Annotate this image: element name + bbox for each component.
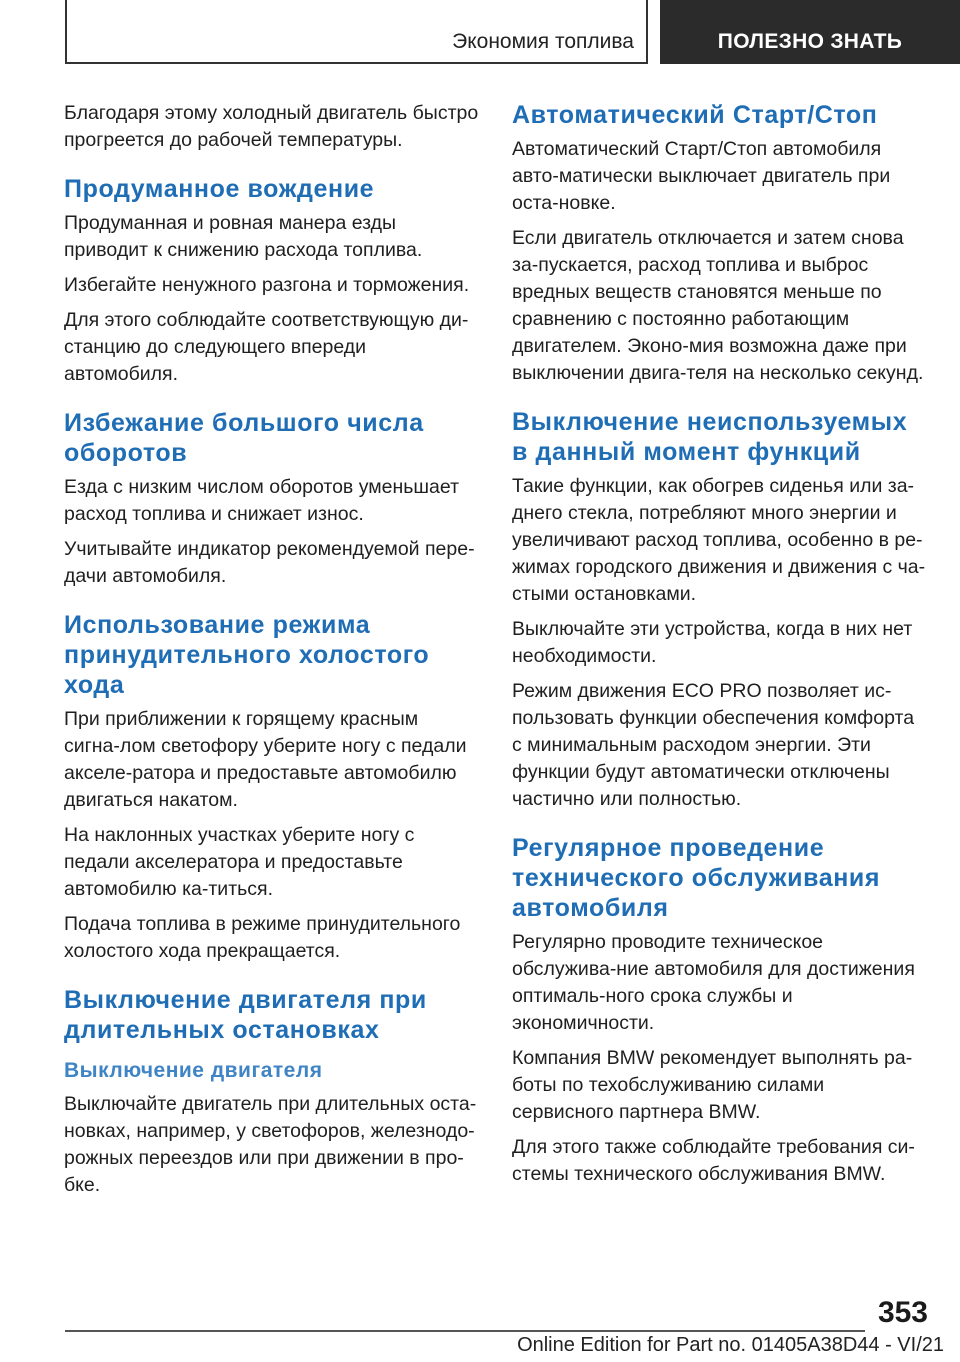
paragraph: Для этого соблюдайте соответствующую ди-станцию до следующего впереди автомобиля. [64, 309, 469, 385]
paragraph: Продуманная и ровная манера езды приводит к снижению расхода топлива. [64, 212, 423, 261]
footer-divider [65, 1330, 865, 1332]
section-heading: Использование режима принудительного холостого хода [64, 611, 430, 699]
left-column [64, 100, 479, 1207]
page-number: 353 [877, 1296, 928, 1329]
section-heading: Автоматический Старт/Стоп [512, 101, 878, 129]
section-unused-functions [512, 407, 927, 813]
paragraph: При приближении к горящему красным сигна-лом светофору уберите ногу с педали акселе-ратора и предоставьте автомобилю двигаться накатом. [64, 708, 467, 811]
intro-paragraph: Благодаря этому холодный двигатель быстро прогреется до рабочей температуры. [64, 102, 479, 151]
paragraph: Компания BMW рекомендует выполнять ра-боты по техобслуживанию силами сервисного партнера BMW. [512, 1047, 913, 1123]
header-section-box [660, 0, 960, 64]
paragraph: Если двигатель отключается и затем снова за-пускается, расход топлива и выброс вредных веществ становятся меньше по сравнению с постоянно работающим двигателем. Эконо-мия возможна даже при выключении двига-теля на несколько секунд. [512, 227, 924, 384]
section-engine-off [64, 985, 479, 1199]
paragraph: Автоматический Старт/Стоп автомобиля авто-матически выключает двигатель при оста-новке. [512, 138, 891, 214]
edition-label: Online Edition for Part no. 01405A38D44 - VI/21 [517, 1334, 944, 1356]
paragraph: Выключайте эти устройства, когда в них нет необходимости. [512, 618, 913, 667]
right-column [512, 100, 927, 1196]
paragraph: Езда с низким числом оборотов уменьшает расход топлива и снижает износ. [64, 476, 460, 525]
subsection-heading: Выключение двигателя [64, 1059, 323, 1082]
paragraph: Выключайте двигатель при длительных оста-новках, например, у светофоров, железнодо-рожных переездов или при движении в про-бке. [64, 1093, 477, 1196]
intro-block [64, 100, 479, 154]
paragraph: На наклонных участках уберите ногу с педали акселератора и предоставьте автомобилю ка-титься. [64, 824, 415, 900]
paragraph: Режим движения ECO PRO позволяет ис-пользовать функции обеспечения комфорта с минимальным расходом энергии. Эти функции будут автоматически отключены частично или полностью. [512, 680, 915, 810]
section-heading: Избежание большого числа оборотов [64, 409, 424, 467]
paragraph: Учитывайте индикатор рекомендуемой пере-дачи автомобиля. [64, 538, 475, 587]
section-heading: Продуманное вождение [64, 175, 375, 203]
paragraph: Для этого также соблюдайте требования си-стемы технического обслуживания BMW. [512, 1136, 915, 1185]
section-heading: Выключение неиспользуемых в данный момент функций [512, 408, 908, 466]
paragraph: Избегайте ненужного разгона и торможения. [64, 274, 470, 296]
section-careful-driving [64, 174, 479, 388]
section-coasting [64, 610, 479, 965]
chapter-title: Экономия топлива [452, 30, 634, 53]
section-heading: Выключение двигателя при длительных остановках [64, 986, 427, 1044]
section-maintenance [512, 833, 927, 1188]
header-title-box [65, 0, 648, 64]
section-title: ПОЛЕЗНО ЗНАТЬ [717, 30, 903, 53]
section-heading: Регулярное проведение технического обслуживания автомобиля [512, 834, 881, 922]
paragraph: Такие функции, как обогрев сиденья или за-днего стекла, потребляют много энергии и увеличивают расход топлива, особенно в ре-жимах городского движения и движения с ча-стыми остановками. [512, 475, 926, 605]
section-avoid-high-revs [64, 408, 479, 590]
paragraph: Регулярно проводите техническое обслужива-ние автомобиля для достижения оптималь-ного срока службы и экономичности. [512, 931, 915, 1034]
paragraph: Подача топлива в режиме принудительного холостого хода прекращается. [64, 913, 461, 962]
section-auto-start-stop [512, 100, 927, 387]
